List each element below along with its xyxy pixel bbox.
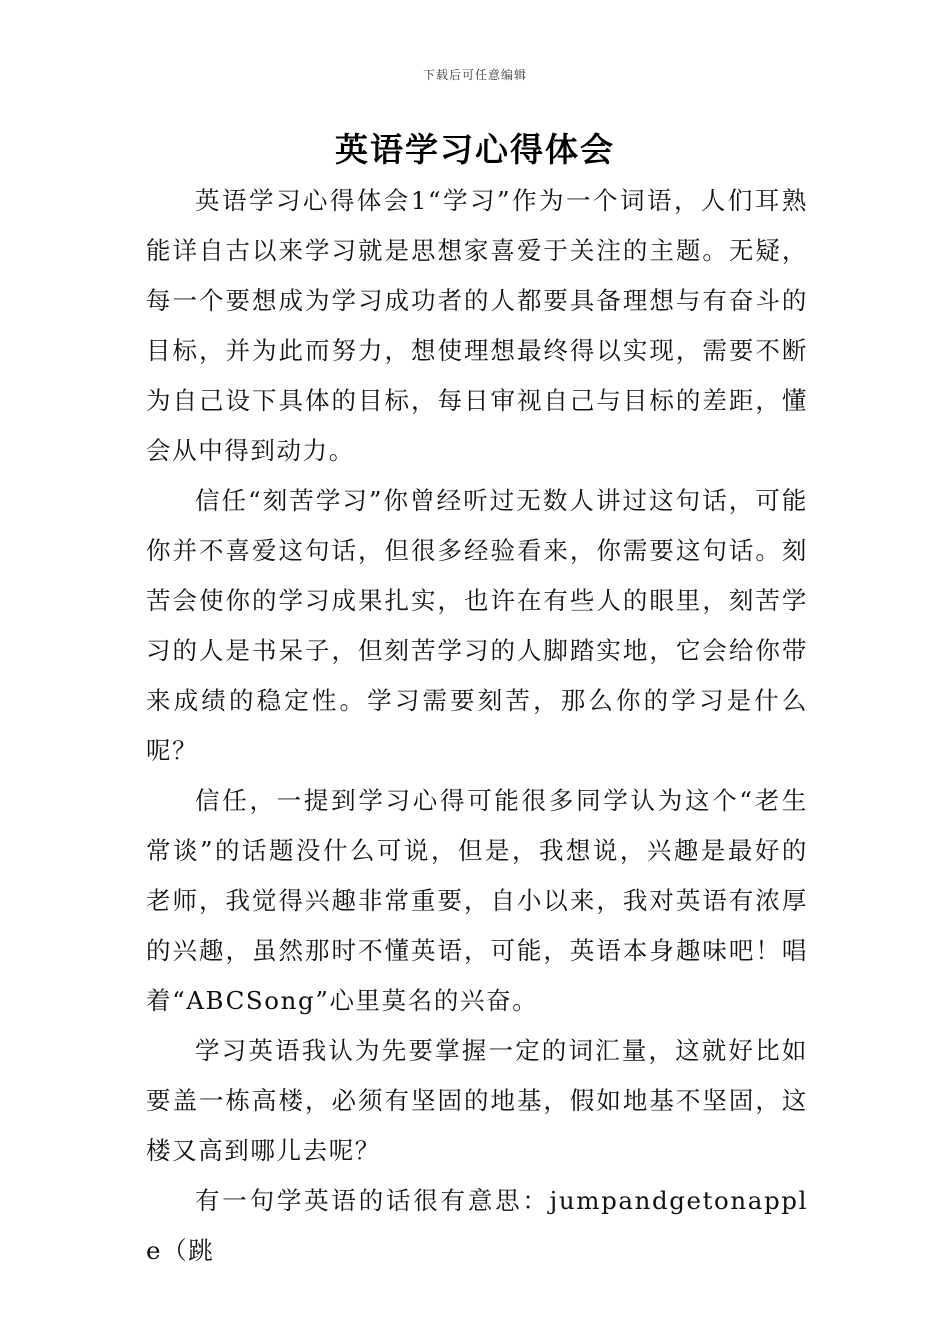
paragraph-2: 信任“刻苦学习”你曾经听过无数人讲过这句话，可能你并不喜爱这句话，但很多经验看来，你需要这句话。刻苦会使你的学习成果扎实，也许在有些人的眼里，刻苦学习的人是书呆子，但刻苦学习的人脚踏实地，它会给你带来成绩的稳定性。学习需要刻苦，那么你的学习是什么呢？ [146,486,808,765]
paragraph-5: 有一句学英语的话很有意思：jumpandgetonapple（跳 [146,1186,808,1265]
document-title: 英语学习心得体会 [335,130,615,169]
paragraph-3: 信任，一提到学习心得可能很多同学认为这个“老生常谈”的话题没什么可说，但是，我想说，兴趣是最好的老师，我觉得兴趣非常重要，自小以来，我对英语有浓厚的兴趣，虽然那时不懂英语，可能，英语本身趣味吧！唱着“ABCSong”心里莫名的兴奋。 [146,786,808,1015]
header-note: 下载后可任意编辑 [422,68,527,82]
paragraph-1: 英语学习心得体会1“学习”作为一个词语，人们耳熟能详自古以来学习就是思想家喜爱于关注的主题。无疑，每一个要想成为学习成功者的人都要具备理想与有奋斗的目标，并为此而努力，想使理想最终得以实现，需要不断为自己设下具体的目标，每日审视自己与目标的差距，懂会从中得到动力。 [146,186,808,465]
document-body [146,176,808,1276]
paragraph-4: 学习英语我认为先要掌握一定的词汇量，这就好比如要盖一栋高楼，必须有坚固的地基，假如地基不坚固，这楼又高到哪儿去呢？ [146,1036,808,1165]
